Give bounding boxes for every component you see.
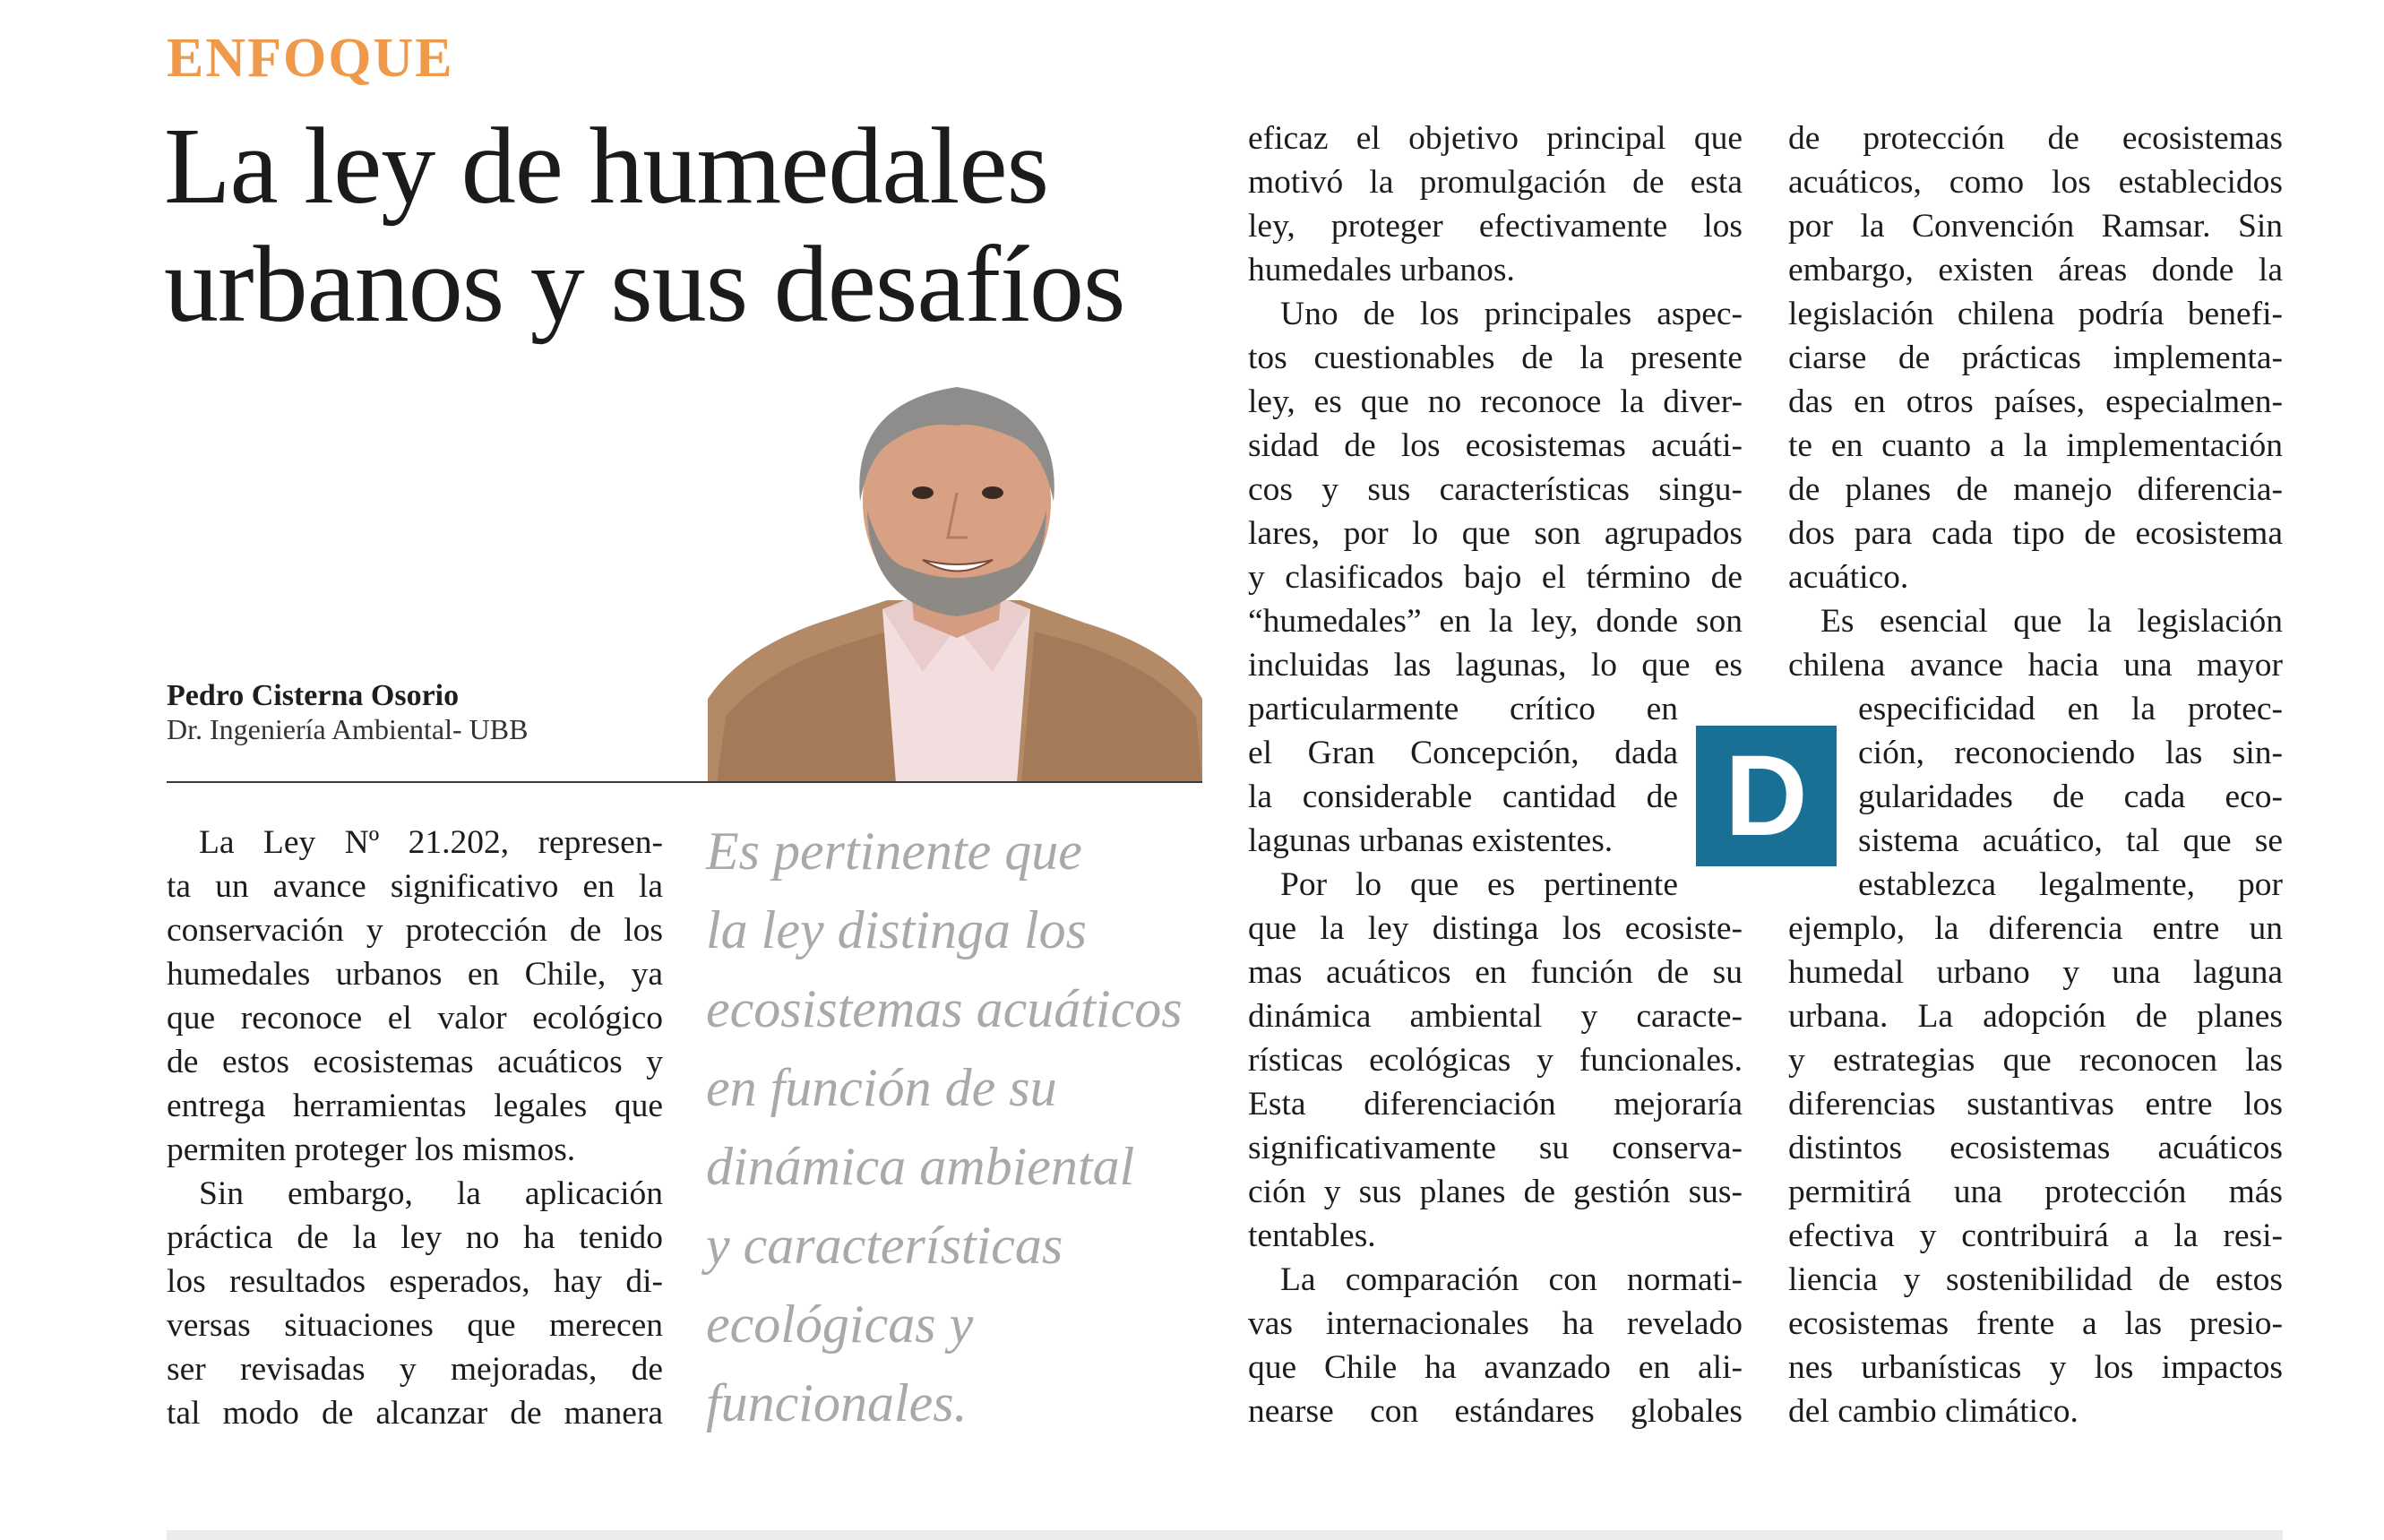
text-line: sistema acuático, tal que se bbox=[1858, 822, 2283, 859]
text-line: chilena avance hacia una mayor bbox=[1788, 647, 2283, 684]
text-line: conservación y protección de los bbox=[167, 912, 663, 949]
pull-quote-line: dinámica ambiental bbox=[706, 1137, 1135, 1196]
text-line: embargo, existen áreas donde la bbox=[1788, 252, 2283, 288]
text-line: lares, por lo que son agrupados bbox=[1248, 515, 1743, 552]
text-line: especificidad en la protec- bbox=[1858, 691, 2283, 727]
text-line: ley, proteger efectivamente los bbox=[1248, 208, 1743, 245]
text-line: particularmente crítico en bbox=[1248, 691, 1678, 727]
text-line: ser revisadas y mejoradas, de bbox=[167, 1351, 663, 1388]
text-line: significativamente su conserva- bbox=[1248, 1130, 1743, 1166]
text-line: La Ley Nº 21.202, represen- bbox=[199, 824, 663, 861]
author-name: Pedro Cisterna Osorio bbox=[167, 679, 460, 712]
byline-divider bbox=[167, 781, 1202, 783]
text-line: Esta diferenciación mejoraría bbox=[1248, 1086, 1743, 1123]
text-line: Uno de los principales aspec- bbox=[1280, 296, 1743, 332]
text-line: das en otros países, especialmen- bbox=[1788, 383, 2283, 420]
text-line: por la Convención Ramsar. Sin bbox=[1788, 208, 2283, 245]
drop-cap: D bbox=[1696, 726, 1837, 866]
text-line: vas internacionales ha revelado bbox=[1248, 1305, 1743, 1342]
text-line: dos para cada tipo de ecosistema bbox=[1788, 515, 2283, 552]
page-bottom-band bbox=[167, 1530, 2283, 1540]
pull-quote-line: ecosistemas acuáticos bbox=[706, 979, 1183, 1038]
pull-quote-line: Es pertinente que bbox=[706, 822, 1082, 881]
section-tag: ENFOQUE bbox=[167, 28, 454, 89]
text-line: tal modo de alcanzar de manera bbox=[167, 1395, 663, 1432]
text-line: acuático. bbox=[1788, 559, 1909, 596]
text-line: humedal urbano y una laguna bbox=[1788, 954, 2283, 991]
text-line: diferencias sustantivas entre los bbox=[1788, 1086, 2283, 1123]
author-role: Dr. Ingeniería Ambiental- UBB bbox=[167, 713, 529, 745]
text-line: y clasificados bajo el término de bbox=[1248, 559, 1743, 596]
text-line: motivó la promulgación de esta bbox=[1248, 164, 1743, 201]
text-line: establezca legalmente, por bbox=[1858, 866, 2283, 903]
article-column-2 bbox=[1248, 116, 1743, 1433]
pull-quote-line: la ley distinga los bbox=[706, 900, 1087, 959]
text-line: humedales urbanos. bbox=[1248, 252, 1515, 288]
text-line: práctica de la ley no ha tenido bbox=[167, 1219, 663, 1256]
text-line: Por lo que es pertinente bbox=[1280, 866, 1678, 903]
pull-quote-line: en función de su bbox=[706, 1058, 1057, 1117]
text-line: ciarse de prácticas implementa- bbox=[1788, 340, 2283, 376]
text-line: La comparación con normati- bbox=[1280, 1261, 1743, 1298]
text-line: dinámica ambiental y caracte- bbox=[1248, 998, 1743, 1035]
headline-line-1: La ley de humedales bbox=[164, 106, 1049, 227]
text-line: distintos ecosistemas acuáticos bbox=[1788, 1130, 2283, 1166]
text-line: legislación chilena podría benefi- bbox=[1788, 296, 2283, 332]
text-line: ta un avance significativo en la bbox=[167, 868, 663, 905]
headline-line-2: urbanos y sus desafíos bbox=[164, 224, 1125, 345]
pull-quote-line: funcionales. bbox=[706, 1373, 968, 1432]
text-line: que la ley distinga los ecosiste- bbox=[1248, 910, 1743, 947]
text-line: versas situaciones que merecen bbox=[167, 1307, 663, 1344]
pull-quote-line: y características bbox=[706, 1216, 1063, 1275]
text-line: acuáticos, como los establecidos bbox=[1788, 164, 2283, 201]
text-line: cos y sus características singu- bbox=[1248, 471, 1743, 508]
text-line: permitirá una protección más bbox=[1788, 1174, 2283, 1210]
text-line: ción, reconociendo las sin- bbox=[1858, 735, 2283, 771]
text-line: te en cuanto a la implementación bbox=[1788, 427, 2283, 464]
text-line: liencia y sostenibilidad de estos bbox=[1788, 1261, 2283, 1298]
article-column-3 bbox=[1788, 116, 2283, 1433]
text-line: ley, es que no reconoce la diver- bbox=[1248, 383, 1743, 420]
pull-quote bbox=[706, 812, 1208, 1442]
text-line: sidad de los ecosistemas acuáti- bbox=[1248, 427, 1743, 464]
pull-quote-line: ecológicas y bbox=[706, 1295, 974, 1354]
text-line: de estos ecosistemas acuáticos y bbox=[167, 1044, 663, 1080]
text-line: gularidades de cada eco- bbox=[1858, 779, 2283, 815]
text-line: eficaz el objetivo principal que bbox=[1248, 120, 1743, 157]
text-line: mas acuáticos en función de su bbox=[1248, 954, 1743, 991]
text-line: la considerable cantidad de bbox=[1248, 779, 1678, 815]
text-line: urbana. La adopción de planes bbox=[1788, 998, 2283, 1035]
text-line: ción y sus planes de gestión sus- bbox=[1248, 1174, 1743, 1210]
text-line: permiten proteger los mismos. bbox=[167, 1131, 576, 1168]
text-line: lagunas urbanas existentes. bbox=[1248, 822, 1614, 859]
text-line: que reconoce el valor ecológico bbox=[167, 1000, 663, 1037]
text-line: nearse con estándares globales bbox=[1248, 1393, 1743, 1430]
text-line: Es esencial que la legislación bbox=[1820, 603, 2283, 640]
text-line: que Chile ha avanzado en ali- bbox=[1248, 1349, 1743, 1386]
text-line: de planes de manejo diferencia- bbox=[1788, 471, 2283, 508]
text-line: los resultados esperados, hay di- bbox=[167, 1263, 663, 1300]
text-line: efectiva y contribuirá a la resi- bbox=[1788, 1217, 2283, 1254]
text-line: tentables. bbox=[1248, 1217, 1376, 1254]
text-line: humedales urbanos en Chile, ya bbox=[167, 956, 663, 993]
headline bbox=[164, 108, 1203, 344]
text-line: tos cuestionables de la presente bbox=[1248, 340, 1743, 376]
text-line: rísticas ecológicas y funcionales. bbox=[1248, 1042, 1743, 1079]
text-line: de protección de ecosistemas bbox=[1788, 120, 2283, 157]
text-line: entrega herramientas legales que bbox=[167, 1088, 663, 1124]
text-line: incluidas las lagunas, lo que es bbox=[1248, 647, 1743, 684]
text-line: ejemplo, la diferencia entre un bbox=[1788, 910, 2283, 947]
text-line: ecosistemas frente a las presio- bbox=[1788, 1305, 2283, 1342]
text-line: el Gran Concepción, dada bbox=[1248, 735, 1678, 771]
text-line: del cambio climático. bbox=[1788, 1393, 2078, 1430]
text-line: Sin embargo, la aplicación bbox=[199, 1175, 663, 1212]
text-line: y estrategias que reconocen las bbox=[1788, 1042, 2283, 1079]
text-line: nes urbanísticas y los impactos bbox=[1788, 1349, 2283, 1386]
article-column-1 bbox=[167, 821, 663, 1435]
text-line: “humedales” en la ley, donde son bbox=[1248, 603, 1743, 640]
author-photo bbox=[708, 376, 1202, 783]
